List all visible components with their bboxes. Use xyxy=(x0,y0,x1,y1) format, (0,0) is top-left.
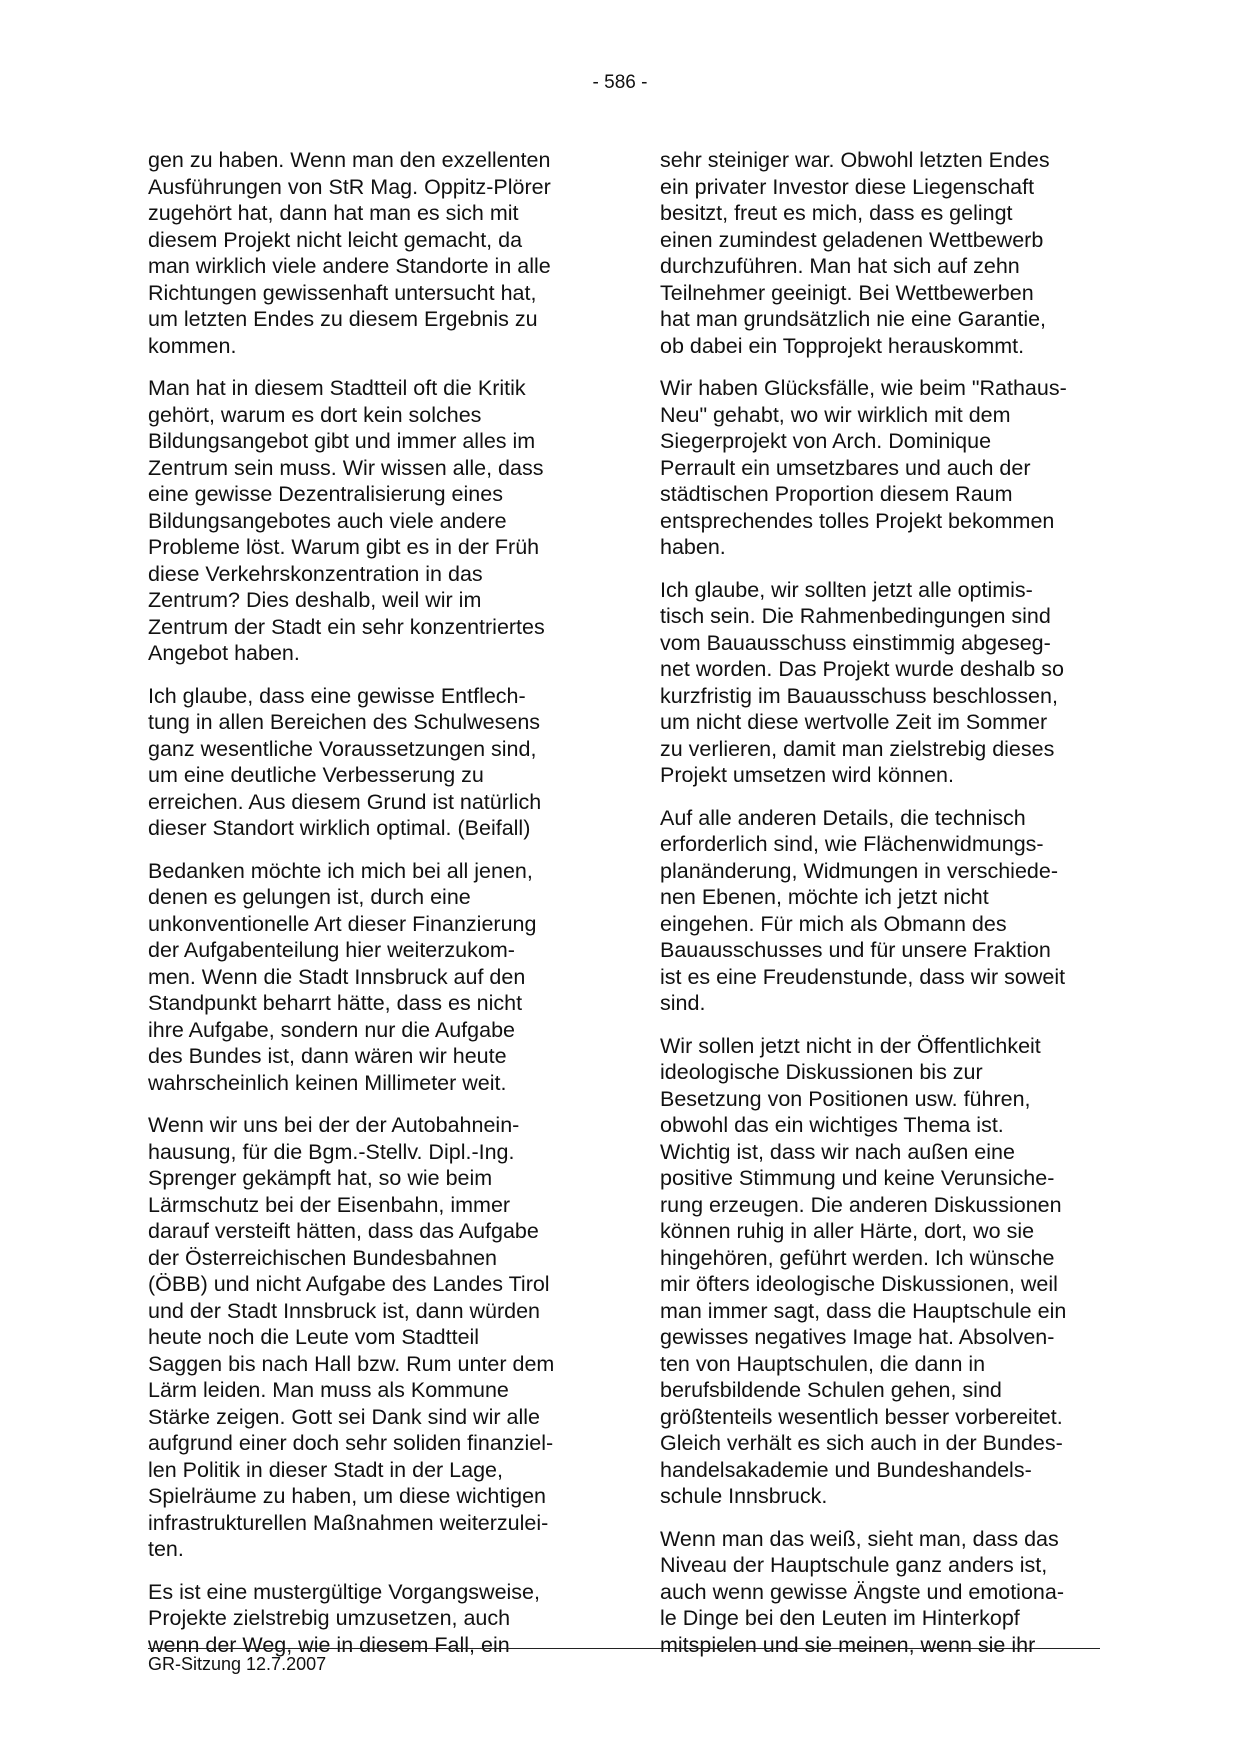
text-line: diesem Projekt nicht leicht gemacht, da xyxy=(148,227,523,252)
text-line: hat man grundsätzlich nie eine Garantie, xyxy=(660,307,1047,331)
text-line: wenn der Weg, wie in diesem Fall, ein xyxy=(148,1632,510,1657)
text-line: Projekt umsetzen wird können. xyxy=(660,763,954,787)
text-line: obwohl das ein wichtiges Thema ist. xyxy=(660,1113,1004,1137)
text-line: le Dinge bei den Leuten im Hinterkopf xyxy=(660,1606,1020,1630)
paragraph xyxy=(660,577,1110,789)
text-line: ten. xyxy=(148,1537,184,1561)
text-line: ihre Aufgabe, sondern nur die Aufgabe xyxy=(148,1017,515,1042)
text-line: Man hat in diesem Stadtteil oft die Kritik xyxy=(148,376,526,400)
text-line: haben. xyxy=(660,535,726,559)
text-line: handelsakademie und Bundeshandels- xyxy=(660,1457,1032,1482)
text-line: kommen. xyxy=(148,333,237,358)
text-line: Projekte zielstrebig umzusetzen, auch xyxy=(148,1606,511,1630)
text-line: vom Bauausschuss einstimmig abgeseg- xyxy=(660,630,1051,655)
text-line: Lärmschutz bei der Eisenbahn, immer xyxy=(148,1192,511,1217)
text-line: Ich glaube, wir sollten jetzt alle optimis- xyxy=(660,577,1033,602)
text-line: durchzuführen. Man hat sich auf zehn xyxy=(660,254,1020,278)
text-line: Besetzung von Positionen usw. führen, xyxy=(660,1086,1031,1111)
text-line: zu verlieren, damit man zielstrebig dieses xyxy=(660,736,1055,761)
text-line: Teilnehmer geeinigt. Bei Wettbewerben xyxy=(660,280,1034,305)
text-line: Wenn man das weiß, sieht man, dass das xyxy=(660,1526,1059,1551)
text-line: Wenn wir uns bei der der Autobahnein- xyxy=(148,1113,520,1137)
text-line: eingehen. Für mich als Obmann des xyxy=(660,911,1007,936)
page-number: - 586 - xyxy=(592,72,648,93)
text-line: ein privater Investor diese Liegenschaft xyxy=(660,174,1035,199)
text-line: können ruhig in aller Härte, dort, wo sie xyxy=(660,1219,1035,1243)
text-line: Wir sollen jetzt nicht in der Öffentlichkeit xyxy=(660,1033,1041,1058)
text-line: Saggen bis nach Hall bzw. Rum unter dem xyxy=(148,1351,555,1376)
right-column xyxy=(660,147,1110,1674)
text-line: man immer sagt, dass die Hauptschule ein xyxy=(660,1298,1067,1323)
text-line: (ÖBB) und nicht Aufgabe des Landes Tirol xyxy=(148,1272,550,1296)
text-line: Neu" gehabt, wo wir wirklich mit dem xyxy=(660,402,1011,427)
text-line: Bedanken möchte ich mich bei all jenen, xyxy=(148,858,533,883)
text-line: rung erzeugen. Die anderen Diskussionen xyxy=(660,1192,1062,1217)
text-line: planänderung, Widmungen in verschiede- xyxy=(660,858,1058,883)
text-line: schule Innsbruck. xyxy=(660,1484,828,1508)
text-line: Es ist eine mustergültige Vorgangsweise, xyxy=(148,1579,540,1604)
paragraph xyxy=(660,1526,1110,1659)
text-line: infrastrukturellen Maßnahmen weiterzulei- xyxy=(148,1510,549,1535)
text-line: tisch sein. Die Rahmenbedingungen sind xyxy=(660,604,1051,628)
paragraph xyxy=(660,375,1110,561)
text-line: men. Wenn die Stadt Innsbruck auf den xyxy=(148,964,526,989)
text-line: Probleme löst. Warum gibt es in der Früh xyxy=(148,535,540,559)
paragraph xyxy=(148,147,598,359)
text-line: unkonventionelle Art dieser Finanzierung xyxy=(148,911,537,936)
text-line: größtenteils wesentlich besser vorbereitet. xyxy=(660,1404,1063,1429)
paragraph xyxy=(660,147,1110,359)
text-line: Niveau der Hauptschule ganz anders ist, xyxy=(660,1553,1048,1577)
text-line: ideologische Diskussionen bis zur xyxy=(660,1060,983,1084)
text-line: man wirklich viele andere Standorte in alle xyxy=(148,254,551,278)
footer-session-date: GR-Sitzung 12.7.2007 xyxy=(148,1654,327,1674)
text-line: mitspielen und sie meinen, wenn sie ihr xyxy=(660,1632,1036,1657)
text-line: Gleich verhält es sich auch in der Bundes- xyxy=(660,1431,1063,1455)
text-line: Lärm leiden. Man muss als Kommune xyxy=(148,1378,509,1402)
paragraph xyxy=(660,1033,1110,1510)
paragraph xyxy=(148,1579,598,1659)
text-line: Wichtig ist, dass wir nach außen eine xyxy=(660,1139,1015,1164)
text-line: heute noch die Leute vom Stadtteil xyxy=(148,1325,480,1349)
text-line: und der Stadt Innsbruck ist, dann würden xyxy=(148,1298,541,1323)
text-line: besitzt, freut es mich, dass es gelingt xyxy=(660,201,1013,225)
text-line: net worden. Das Projekt wurde deshalb so xyxy=(660,657,1064,681)
text-line: wahrscheinlich keinen Millimeter weit. xyxy=(148,1070,507,1095)
text-line: Zentrum? Dies deshalb, weil wir im xyxy=(148,588,482,612)
text-line: Ausführungen von StR Mag. Oppitz-Plörer xyxy=(148,174,551,199)
text-line: dieser Standort wirklich optimal. (Beifall) xyxy=(148,816,531,840)
text-line: gehört, warum es dort kein solches xyxy=(148,402,482,427)
text-line: Sprenger gekämpft hat, so wie beim xyxy=(148,1166,493,1190)
text-line: Siegerprojekt von Arch. Dominique xyxy=(660,429,992,453)
text-line: Auf alle anderen Details, die technisch xyxy=(660,805,1026,830)
text-line: Zentrum der Stadt ein sehr konzentriertes xyxy=(148,614,545,639)
text-line: um letzten Endes zu diesem Ergebnis zu xyxy=(148,307,538,331)
text-line: Wir haben Glücksfälle, wie beim "Rathaus- xyxy=(660,376,1067,400)
text-line: Bildungsangebotes auch viele andere xyxy=(148,508,507,533)
text-line: diese Verkehrskonzentration in das xyxy=(148,561,483,586)
text-line: entsprechendes tolles Projekt bekommen xyxy=(660,508,1055,533)
text-line: Zentrum sein muss. Wir wissen alle, dass xyxy=(148,455,544,480)
text-line: mir öfters ideologische Diskussionen, weil xyxy=(660,1272,1058,1296)
text-line: Stärke zeigen. Gott sei Dank sind wir alle xyxy=(148,1404,540,1429)
text-line: ob dabei ein Topprojekt herauskommt. xyxy=(660,333,1025,358)
text-line: ganz wesentliche Voraussetzungen sind, xyxy=(148,736,537,761)
text-line: Ich glaube, dass eine gewisse Entflech- xyxy=(148,683,526,708)
text-line: tung in allen Bereichen des Schulwesens xyxy=(148,710,541,734)
text-line: Standpunkt beharrt hätte, dass es nicht xyxy=(148,991,523,1015)
text-line: hingehören, geführt werden. Ich wünsche xyxy=(660,1245,1055,1270)
paragraph xyxy=(148,375,598,667)
text-line: städtischen Proportion diesem Raum xyxy=(660,482,1013,506)
text-line: zugehört hat, dann hat man es sich mit xyxy=(148,201,519,225)
left-column xyxy=(148,147,598,1674)
paragraph xyxy=(660,805,1110,1017)
text-line: Richtungen gewissenhaft untersucht hat, xyxy=(148,280,537,305)
text-line: der Österreichischen Bundesbahnen xyxy=(148,1245,497,1270)
text-line: ist es eine Freudenstunde, dass wir soweit xyxy=(660,964,1066,989)
text-line: Bildungsangebot gibt und immer alles im xyxy=(148,429,536,453)
paragraph xyxy=(148,683,598,842)
text-line: der Aufgabenteilung hier weiterzukom- xyxy=(148,938,515,962)
text-line: Perrault ein umsetzbares und auch der xyxy=(660,455,1031,480)
text-line: gen zu haben. Wenn man den exzellenten xyxy=(148,148,551,172)
text-line: Spielräume zu haben, um diese wichtigen xyxy=(148,1484,546,1508)
text-line: erforderlich sind, wie Flächenwidmungs- xyxy=(660,832,1044,856)
text-line: um nicht diese wertvolle Zeit im Sommer xyxy=(660,710,1048,734)
text-line: berufsbildende Schulen gehen, sind xyxy=(660,1378,1002,1402)
text-line: denen es gelungen ist, durch eine xyxy=(148,885,471,909)
text-line: ten von Hauptschulen, die dann in xyxy=(660,1351,986,1376)
paragraph xyxy=(148,1112,598,1563)
text-line: nen Ebenen, möchte ich jetzt nicht xyxy=(660,885,989,909)
text-line: auch wenn gewisse Ängste und emotiona- xyxy=(660,1579,1064,1604)
text-line: sind. xyxy=(660,991,706,1015)
text-line: len Politik in dieser Stadt in der Lage, xyxy=(148,1457,503,1482)
text-line: positive Stimmung und keine Verunsiche- xyxy=(660,1166,1055,1190)
text-line: erreichen. Aus diesem Grund ist natürlich xyxy=(148,789,542,814)
footer-divider xyxy=(148,1648,1100,1649)
text-line: sehr steiniger war. Obwohl letzten Endes xyxy=(660,148,1050,172)
text-line: des Bundes ist, dann wären wir heute xyxy=(148,1044,507,1068)
text-line: darauf versteift hätten, dass das Aufgabe xyxy=(148,1219,539,1243)
text-line: eine gewisse Dezentralisierung eines xyxy=(148,482,503,506)
text-line: Angebot haben. xyxy=(148,641,300,665)
text-line: um eine deutliche Verbesserung zu xyxy=(148,763,484,787)
text-line: Bauausschusses und für unsere Fraktion xyxy=(660,938,1051,962)
text-line: gewisses negatives Image hat. Absolven- xyxy=(660,1325,1055,1349)
text-line: einen zumindest geladenen Wettbewerb xyxy=(660,227,1044,252)
text-line: aufgrund einer doch sehr soliden finanziel- xyxy=(148,1431,554,1455)
paragraph xyxy=(148,858,598,1097)
text-line: hausung, für die Bgm.-Stellv. Dipl.-Ing. xyxy=(148,1139,515,1164)
text-line: kurzfristig im Bauausschuss beschlossen, xyxy=(660,683,1058,708)
